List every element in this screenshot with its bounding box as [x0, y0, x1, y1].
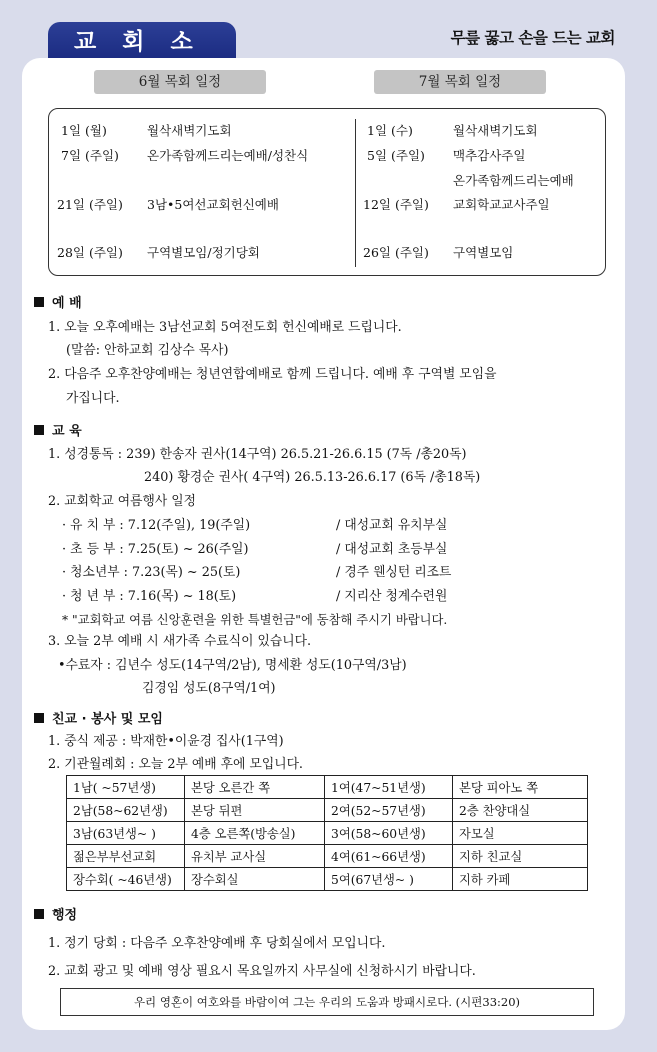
bible-verse-box: 우리 영혼이 여호와를 바람이여 그는 우리의 도움과 방패시로다. (시편33:20) [60, 988, 594, 1016]
admin-heading: 행정 [34, 904, 77, 923]
event-place: / 경주 웬싱턴 리조트 [336, 565, 452, 580]
table-cell: 3여(58~60년생) [325, 822, 453, 845]
table-cell: 젊은부부선교회 [67, 845, 185, 868]
table-cell: 유치부 교사실 [185, 845, 325, 868]
table-cell: 장수회( ~46년생) [67, 868, 185, 891]
square-bullet-icon [34, 909, 44, 919]
table-cell: 본당 오른간 쪽 [185, 776, 325, 799]
fellowship-line: 1. 중식 제공 : 박재한•이윤경 집사(1구역) [48, 734, 284, 749]
table-cell: 지하 카페 [453, 868, 588, 891]
page-title: 교 회 소 [48, 22, 236, 62]
worship-heading: 예 배 [34, 292, 82, 311]
july-schedule-label: 7월 목회 일정 [374, 70, 546, 94]
graduate-line: 김경임 성도(8구역/1여) [142, 681, 276, 696]
meeting-place-table [66, 775, 588, 891]
table-row [67, 776, 588, 799]
table-cell: 본당 피아노 쪽 [453, 776, 588, 799]
education-line: 3. 오늘 2부 예배 시 새가족 수료식이 있습니다. [48, 634, 312, 649]
table-cell: 4층 오른쪽(방송실) [185, 822, 325, 845]
table-cell: 1남( ~57년생) [67, 776, 185, 799]
july-event: 구역별모임 [453, 245, 514, 260]
schedule-box [48, 108, 606, 276]
july-event: 월삭새벽기도회 [453, 123, 538, 138]
july-event: 교회학교교사주일 [453, 197, 550, 212]
table-row [67, 845, 588, 868]
june-date: 21일 (주일) [57, 197, 123, 212]
education-line: 240) 황경순 권사( 4구역) 26.5.13-26.6.17 (6독 /총18독) [144, 470, 481, 485]
header [0, 0, 657, 60]
july-event: 맥추감사주일 [453, 148, 526, 163]
event-place: / 지리산 청계수련원 [336, 589, 448, 604]
event-place: / 대성교회 초등부실 [336, 542, 448, 557]
table-cell: 2층 찬양대실 [453, 799, 588, 822]
table-cell: 1여(47~51년생) [325, 776, 453, 799]
table-cell: 3남(63년생~ ) [67, 822, 185, 845]
july-date: 5일 (주일) [367, 148, 425, 163]
admin-line: 2. 교회 광고 및 예배 영상 필요시 목요일까지 사무실에 신청하시기 바랍니다. [48, 964, 476, 979]
fellowship-line: 2. 기관월례회 : 오늘 2부 예배 후에 모입니다. [48, 757, 303, 772]
june-event: 월삭새벽기도회 [147, 123, 232, 138]
education-heading: 교 육 [34, 420, 82, 439]
table-row [67, 799, 588, 822]
event-dept: · 유 치 부 : 7.12(주일), 19(주일) [62, 518, 251, 533]
news-panel [22, 58, 625, 1030]
june-event: 구역별모임/정기당회 [147, 245, 260, 260]
june-date: 28일 (주일) [57, 245, 123, 260]
worship-line: (말씀: 안하교회 김상수 목사) [66, 343, 229, 358]
july-date: 12일 (주일) [363, 197, 429, 212]
schedule-divider [355, 119, 356, 267]
education-line: 1. 성경통독 : 239) 한송자 권사(14구역) 26.5.21-26.6.15 (7독 /총20독) [48, 447, 467, 462]
table-row [67, 822, 588, 845]
admin-line: 1. 정기 당회 : 다음주 오후찬양예배 후 당회실에서 모입니다. [48, 936, 386, 951]
worship-line: 가집니다. [66, 391, 120, 406]
july-event: 온가족함께드리는예배 [453, 173, 574, 188]
table-cell: 지하 친교실 [453, 845, 588, 868]
worship-line: 1. 오늘 오후예배는 3남선교회 5여전도회 헌신예배로 드립니다. [48, 320, 402, 335]
square-bullet-icon [34, 297, 44, 307]
table-cell: 2여(52~57년생) [325, 799, 453, 822]
table-cell: 본당 뒤편 [185, 799, 325, 822]
fellowship-heading: 친교 · 봉사 및 모임 [34, 708, 163, 727]
june-schedule-label: 6월 목회 일정 [94, 70, 266, 94]
square-bullet-icon [34, 425, 44, 435]
table-cell: 장수회실 [185, 868, 325, 891]
event-dept: · 청 년 부 : 7.16(목) ~ 18(토) [62, 589, 237, 604]
table-cell: 4여(61~66년생) [325, 845, 453, 868]
table-cell: 2남(58~62년생) [67, 799, 185, 822]
june-event: 온가족함께드리는예배/성찬식 [147, 148, 309, 163]
july-date: 1일 (수) [367, 123, 413, 138]
square-bullet-icon [34, 713, 44, 723]
event-dept: · 청소년부 : 7.23(목) ~ 25(토) [62, 565, 241, 580]
event-place: / 대성교회 유치부실 [336, 518, 448, 533]
june-date: 7일 (주일) [61, 148, 119, 163]
june-event: 3남•5여선교회헌신예배 [147, 197, 279, 212]
graduate-line: •수료자 : 김년수 성도(14구역/2남), 명세환 성도(10구역/3남) [58, 658, 407, 673]
church-slogan: 무릎 꿇고 손을 드는 교회 [450, 29, 615, 47]
table-cell: 자모실 [453, 822, 588, 845]
table-cell: 5여(67년생~ ) [325, 868, 453, 891]
july-date: 26일 (주일) [363, 245, 429, 260]
education-note: * "교회학교 여름 신앙훈련을 위한 특별헌금"에 동참해 주시기 바랍니다. [62, 613, 448, 627]
june-date: 1일 (월) [61, 123, 107, 138]
event-dept: · 초 등 부 : 7.25(토) ~ 26(주일) [62, 542, 249, 557]
worship-line: 2. 다음주 오후찬양예배는 청년연합예배로 함께 드립니다. 예배 후 구역별 모임을 [48, 367, 497, 382]
table-row [67, 868, 588, 891]
education-line: 2. 교회학교 여름행사 일정 [48, 494, 197, 509]
